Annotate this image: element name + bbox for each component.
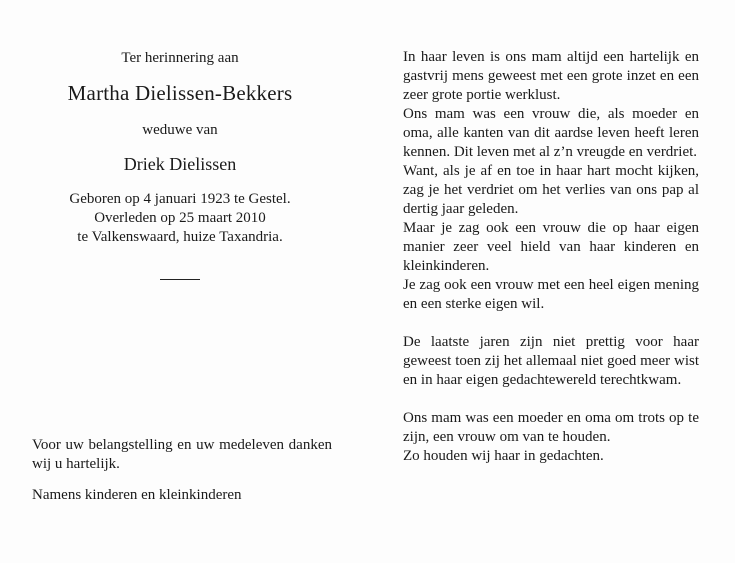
death-place-line: te Valkenswaard, huize Taxandria. [77,229,283,245]
intro-text: Ter herinnering aan [121,50,239,66]
thanks-block [32,436,332,505]
deceased-name: Martha Dielissen-Bekkers [67,81,293,105]
birth-line: Geboren op 4 januari 1923 te Gestel. [69,191,291,207]
paragraph-3: Want, als je af en toe in haar hart mocht kijken, zag je het verdriet om het verlies van ons pap al dertig jaar geleden. [403,163,699,217]
paragraph-7: Ons mam was een moeder en oma om trots op te zijn, een vrouw om van te houden. [403,410,699,445]
spouse-name: Driek Dielissen [123,154,237,174]
death-line: Overleden op 25 maart 2010 [94,210,266,226]
paragraph-6: De laatste jaren zijn niet prettig voor haar geweest toen zij het allemaal niet goed meer wist en in haar eigen gedachtewereld terechtkwam. [403,334,699,388]
announcement-block [30,48,330,280]
life-dates [30,190,330,247]
left-column [30,48,330,280]
paragraph-5: Je zag ook een vrouw met een heel eigen mening en een sterke eigen wil. [403,277,699,312]
widow-of-text: weduwe van [142,122,218,138]
divider-line [160,279,200,280]
paragraph-8: Zo houden wij haar in gedachten. [403,448,604,464]
thanks-text: Voor uw belangstelling en uw medeleven danken wij u hartelijk. [32,437,332,472]
signoff-text: Namens kinderen en kleinkinderen [32,487,242,503]
paragraph-2: Ons mam was een vrouw die, als moeder en oma, alle kanten van dit aardse leven heeft leren kennen. Dit leven met al z’n vreugde en verdriet. [403,106,699,160]
paragraph-4: Maar je zag ook een vrouw die op haar eigen manier zeer veel hield van haar kinderen en kleinkinderen. [403,220,699,274]
right-column [403,48,699,466]
paragraph-1: In haar leven is ons mam altijd een hartelijk en gastvrij mens geweest met een grote inzet en een zeer grote portie werklust. [403,49,699,103]
